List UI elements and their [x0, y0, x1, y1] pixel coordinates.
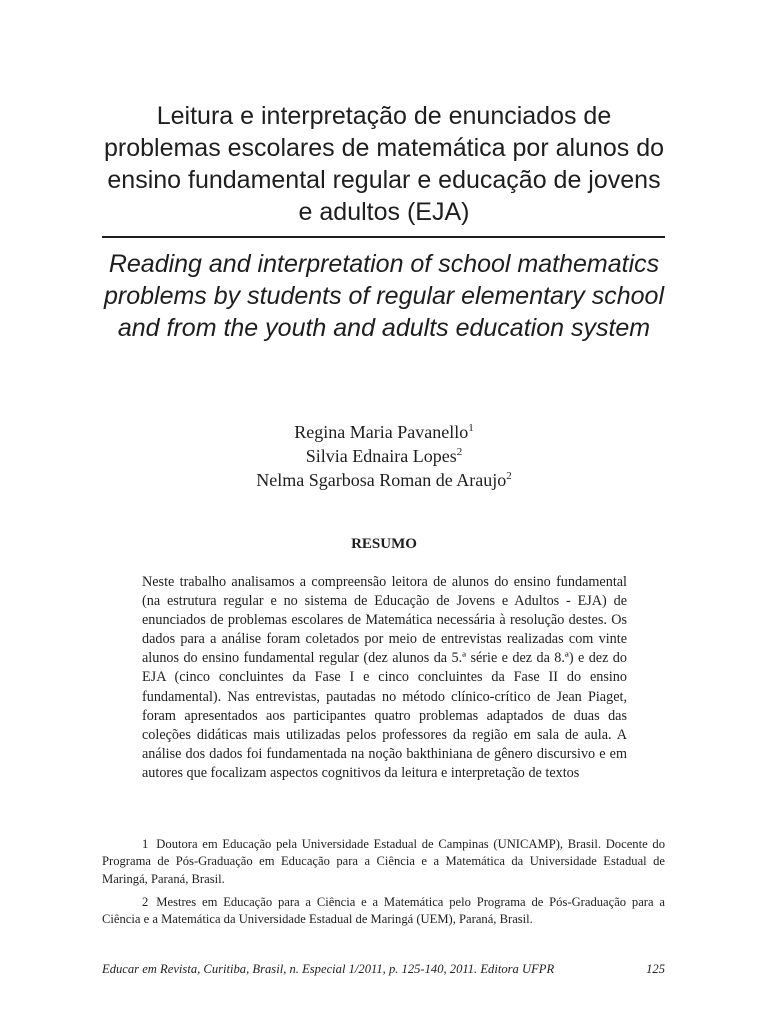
journal-citation: Educar em Revista, Curitiba, Brasil, n. Especial 1/2011, p. 125-140, 2011. Editora UFPR — [102, 962, 555, 976]
author-name: Regina Maria Pavanello — [294, 422, 469, 442]
author-name: Silvia Ednaira Lopes — [305, 446, 457, 466]
title-divider — [102, 236, 665, 238]
abstract-heading: RESUMO — [351, 536, 417, 552]
footnote — [102, 836, 665, 888]
abstract-text: Neste trabalho analisamos a compreensão leitora de alunos do ensino fundamental (na estrutura regular e no sistema de Educação de Jovens e Adultos - EJA) de enunciados de problemas escolares de Matemática necessária à resolução destes. Os dados para a análise foram coletados por meio de entrevistas realizadas com vinte alunos do ensino fundamental regular (dez alunos da 5.ª série e dez da 8.ª) e dez do EJA (cinco concluintes da Fase I e cinco concluintes da Fase II do ensino fundamental). Nas entrevistas, pautadas no método clínico-crítico de Jean Piaget, foram apresentados aos participantes quatro problemas adaptados de duas das coleções didáticas mais utilizadas pelos professores da região em sala de aula. A análise dos dados foi fundamentada na noção bakthiniana de gênero discursivo e em autores que focalizam aspectos cognitivos da leitura e interpretação de textos — [142, 574, 627, 781]
footnote-text: Doutora em Educação pela Universidade Estadual de Campinas (UNICAMP), Brasil. Docente do Programa de Pós-Graduação em Educação para a Ciência e a Matemática da Universidade Estadual de Maringá, Paraná, Brasil. — [102, 837, 665, 886]
author — [102, 444, 666, 468]
author — [102, 420, 666, 444]
author-name: Nelma Sgarbosa Roman de Araujo — [256, 470, 507, 490]
footnotes — [102, 836, 665, 934]
footnote-number: 2 — [142, 894, 149, 909]
footnote-marker: 1 — [468, 422, 474, 434]
footnote-text: Mestres em Educação para a Ciência e a Matemática pelo Programa de Pós-Graduação para a Ciência e a Matemática da Universidade Estadual de Maringá (UEM), Paraná, Brasil. — [102, 894, 665, 927]
author-list — [102, 420, 666, 492]
article-title-portuguese: Leitura e interpretação de enunciados de problemas escolares de matemática por alunos do ensino fundamental regular e educação de jovens e adultos (EJA) — [103, 102, 665, 226]
footnote-marker: 2 — [506, 470, 512, 482]
footnote-marker: 2 — [456, 446, 463, 458]
footnote-number: 1 — [142, 837, 149, 851]
page-number: 125 — [646, 962, 665, 976]
footnote — [102, 894, 665, 929]
running-footer — [102, 961, 665, 977]
author — [102, 468, 666, 492]
article-title-english: Reading and interpretation of school mathematics problems by students of regular elementary school and from the youth and adults education system — [103, 250, 664, 342]
